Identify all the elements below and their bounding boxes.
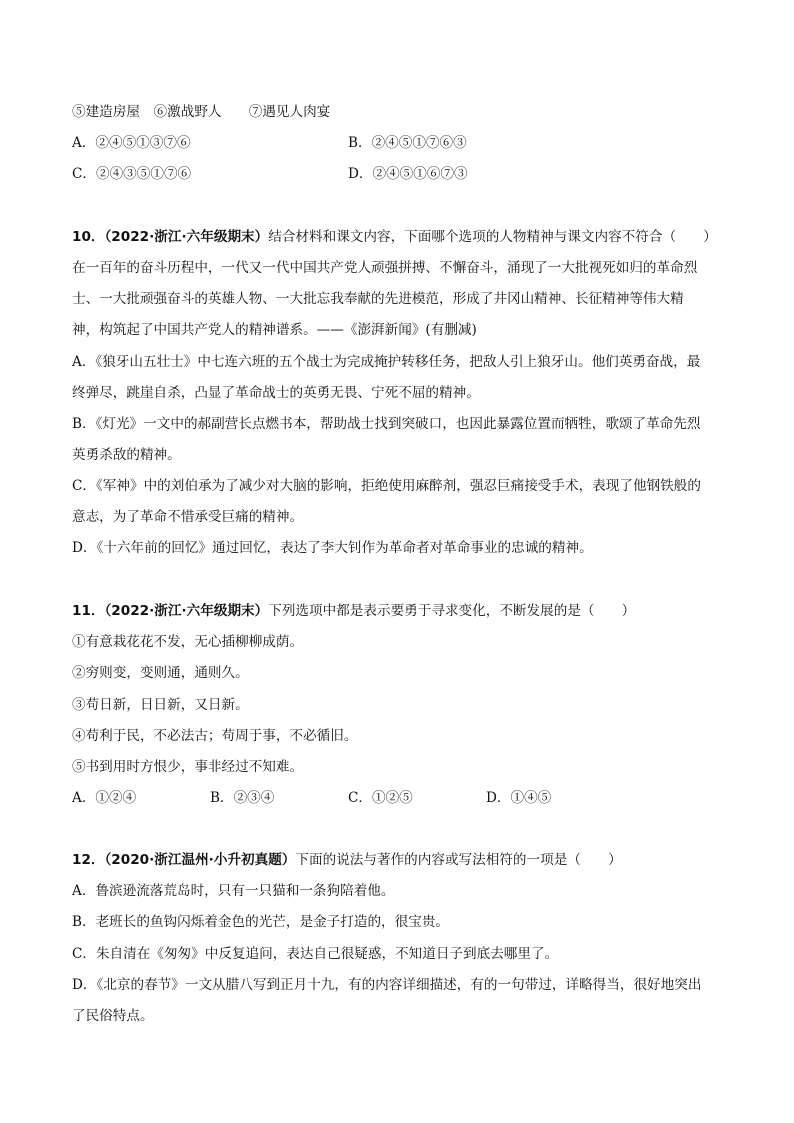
question-stem: 下列选项中都是表示要勇于寻求变化，不断发展的是（ ） <box>268 603 636 619</box>
q10-option-b: B．《灯光》一文中的郝副营长点燃书本，帮助战士找到突破口，也因此暴露位置而牺牲，歌颂了革命先烈 <box>72 416 701 432</box>
q12-option-c: C．朱自清在《匆匆》中反复追问，表达自己很疑惑，不知道日子到底去哪里了。 <box>72 946 559 962</box>
question-stem: 结合材料和课文内容，下面哪个选项的人物精神与课文内容不符合（ ） <box>268 229 717 245</box>
question-number: 11． <box>72 603 105 619</box>
q11-option-c: C．①②⑤ <box>348 790 413 806</box>
q10-option-c: C．《军神》中的刘伯承为了减少对大脑的影响，拒绝使用麻醉剂，强忍巨痛接受手术，表现了他钢铁般的 <box>72 478 701 494</box>
q12-option-d-cont: 了民俗特点。 <box>72 1008 154 1024</box>
q12-option-b: B．老班长的鱼钩闪烁着金色的光芒，是金子打造的，很宝贵。 <box>72 914 450 930</box>
q12-stem-line <box>72 851 622 869</box>
question-number: 10． <box>72 229 105 245</box>
q10-material-line: 士、一大批顽强奋斗的英雄人物、一大批忘我奉献的先进模范，形成了井冈山精神、长征精神等伟大精 <box>72 291 684 307</box>
q10-option-d: D．《十六年前的回忆》通过回忆，表达了李大钊作为革命者对革命事业的忠诚的精神。 <box>72 540 593 556</box>
q11-item: ⑤书到用时方恨少，事非经过不知难。 <box>72 759 304 775</box>
q12-option-d: D．《北京的春节》一文从腊八写到正月十九，有的内容详细描述，有的一句带过，详略得当，很好地突出 <box>72 977 702 993</box>
q9-option-b: B．②④⑤①⑦⑥③ <box>348 135 467 151</box>
question-stem: 下面的说法与著作的内容或写法相符的一项是（ ） <box>295 852 622 868</box>
q9-option-a: A．②④⑤①③⑦⑥ <box>72 135 191 151</box>
q11-option-d: D．①④⑤ <box>486 790 552 806</box>
q10-material-line: 神，构筑起了中国共产党人的精神谱系。——《澎湃新闻》(有删减) <box>72 322 477 338</box>
q11-option-a: A．①②④ <box>72 790 137 806</box>
q11-item: ②穷则变，变则通，通则久。 <box>72 665 249 681</box>
question-source: （2022·浙江·六年级期末） <box>104 229 269 245</box>
q10-option-b-cont: 英勇杀敌的精神。 <box>72 447 181 463</box>
q10-option-a: A．《狼牙山五壮士》中七连六班的五个战士为完成掩护转移任务，把敌人引上狼牙山。他们英勇奋战，最 <box>72 354 701 370</box>
q10-option-a-cont: 终弹尽，跳崖自杀，凸显了革命战士的英勇无畏、宁死不屈的精神。 <box>72 385 480 401</box>
q9-option-c: C．②④③⑤①⑦⑥ <box>72 166 192 182</box>
q11-item: ③苟日新，日日新，又日新。 <box>72 697 249 713</box>
q10-stem-line <box>72 228 717 246</box>
q10-material-line: 在一百年的奋斗历程中，一代又一代中国共产党人顽强拼搏、不懈奋斗，涌现了一大批视死如归的革命烈 <box>72 260 698 276</box>
q10-option-c-cont: 意志，为了革命不惜承受巨痛的精神。 <box>72 509 304 525</box>
q11-item: ①有意栽花花不发，无心插柳柳成荫。 <box>72 634 304 650</box>
q11-stem-line <box>72 602 635 620</box>
question-number: 12． <box>72 852 105 868</box>
q9-option-d: D．②④⑤①⑥⑦③ <box>348 166 468 182</box>
q9-items-line: ⑤建造房屋 ⑥激战野人 ⑦遇见人肉宴 <box>72 104 331 120</box>
q12-option-a: A．鲁滨逊流落荒岛时，只有一只猫和一条狗陪着他。 <box>72 883 395 899</box>
q11-option-b: B．②③④ <box>210 790 275 806</box>
q11-item: ④苟利于民，不必法古；苟周于事，不必循旧。 <box>72 728 358 744</box>
question-source: （2020·浙江温州·小升初真题） <box>104 852 296 868</box>
question-source: （2022·浙江·六年级期末） <box>104 603 269 619</box>
